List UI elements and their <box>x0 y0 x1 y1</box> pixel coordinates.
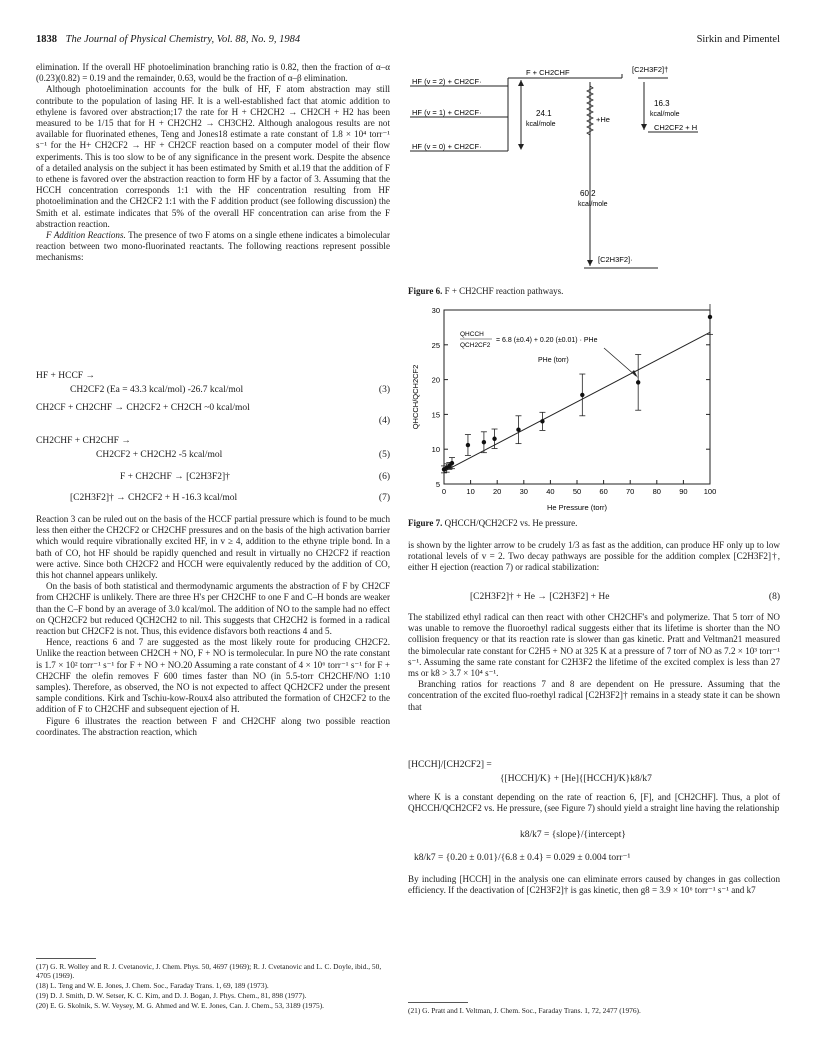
gap-value: 24.1 <box>536 109 552 118</box>
paragraph: Hence, reactions 6 and 7 are suggested as the most likely route for producing CH2CF2. Unlike the reaction between CH2CH + NO, F + NO is termolecular. In pure NO the rate constant is 1.7 × 10² torr⁻¹ s⁻¹ for F + NO + NO.20 Assuming a rate constant of 4 × 10⁶ torr⁻¹ s⁻¹ for F + CH2CHF the olefin removes F 600 times faster than NO (in 5.5-torr CH2CHF/NO 1:10 samples). Therefore, as observed, the NO is not expected to affect QCH2CF2 under the present sample conditions. Kirk and Tschiu-kow-Roux4 also attributed the formation of CH2CF2 to the addition of F to CH2CHF and subsequent ejection of H. <box>36 637 390 715</box>
page-number: 1838 <box>36 34 57 45</box>
equation-11: k8/k7 = {0.20 ± 0.01}/{6.8 ± 0.4} = 0.029 ± 0.004 torr⁻¹ <box>414 853 631 863</box>
gap-value: 60.2 <box>580 189 596 198</box>
footnote-rule <box>408 1002 468 1003</box>
footnote-rule <box>36 958 96 959</box>
figure-6-diagram <box>408 62 780 282</box>
equation-number: (5) <box>378 450 390 460</box>
reactant-label: F + CH2CHF <box>526 68 570 77</box>
right-column-lower <box>408 792 780 814</box>
right-column-bottom <box>408 874 780 896</box>
data-point <box>708 315 712 319</box>
paragraph: Reaction 3 can be ruled out on the basis of the HCCF partial pressure which is found to be much less then either the CH2CF2 or CH2CHF pressures and on the basis of the high activation barrier which would require vibrationally excited HF, in v ≥ 4, addition to the ethyne triple bond. In a bath of CO, hot HF should be rapidly quenched and result in virtually no CH2CF2 if reaction were active. Since both CH2CF2 and HCCH were equivalently reduced by the addition of CO, this hot channel appears unlikely. <box>36 514 390 581</box>
gap-unit: kcal/mole <box>578 201 608 208</box>
data-point <box>540 419 544 423</box>
equation-number: (3) <box>378 385 390 395</box>
paragraph: is shown by the lighter arrow to be crudely 1/3 as fast as the addition, can produce HF only up to low rotational levels of v = 2. Two decay pathways are possible for the addition complex [C2H3F2]†, either H ejection (reaction 7) or radical stabilization: <box>408 540 780 573</box>
y-axis-label: QHCCH/QCH2CF2 <box>411 364 420 430</box>
x-tick-label: 40 <box>546 487 555 496</box>
bottom-complex-label: [C2H3F2]· <box>598 255 633 264</box>
paragraph: The presence of two F atoms on a single ethene indicates a bimolecular reaction between two mono-fluorinated reactants. The following reactions represent possible mechanisms: <box>36 230 390 263</box>
data-point <box>636 380 640 384</box>
x-tick-label: 10 <box>466 487 475 496</box>
equation-5 <box>96 450 390 460</box>
y-tick-label: 15 <box>431 410 440 420</box>
paragraph: The stabilized ethyl radical can then react with other CH2CHF's and polymerize. That 5 torr of NO was unable to remove the fluoroethyl radical suggests either that its lifetime is shorter than the NO collision frequency or that its reaction rate is slower than gas kinetic. Pratt and Veltman21 measured the bimolecular rate constant for C2H5 + NO at 325 K at a pressure of 7 torr of NO as 7.2 × 10³ torr⁻¹ s⁻¹. Assuming the same rate constant for C2H3F2 the lifetime of the excited complex is less than 27 ms or k8 > 3.7 × 10⁴ s⁻¹. <box>408 612 780 679</box>
x-tick-label: 70 <box>626 487 635 496</box>
paragraph: where K is a constant depending on the rate of reaction 6, [F], and [CH2CHF]. Thus, a plot of QHCCH/QCH2CF2 vs. He pressure, (see Figure 7) should yield a straight line having the relationship <box>408 792 780 814</box>
running-header <box>36 34 780 50</box>
data-point <box>482 440 486 444</box>
gap-value: 16.3 <box>654 99 670 108</box>
gap-unit: kcal/mole <box>650 111 680 118</box>
level-label-v2: HF (v = 2) + CH2CF· <box>412 77 482 86</box>
phe-label: PHe (torr) <box>538 357 569 364</box>
equation-10: k8/k7 = {slope}/{intercept} <box>520 830 626 840</box>
y-tick-label: 20 <box>431 375 440 385</box>
y-tick-label: 30 <box>431 306 440 315</box>
level-label-v1: HF (v = 1) + CH2CF· <box>412 108 482 117</box>
product-label: CH2CF2 + H <box>654 123 698 132</box>
figure-7-chart <box>408 304 728 516</box>
right-footnotes <box>408 1006 780 1016</box>
right-column-middle <box>408 612 780 713</box>
section-heading: F Addition Reactions. <box>46 230 126 241</box>
figure-caption-text: F + CH2CHF reaction pathways. <box>444 286 564 296</box>
fit-equation: = 6.8 (±0.4) + 0.20 (±0.01) · PHe <box>496 337 598 344</box>
data-point <box>580 393 584 397</box>
equation-4: CH2CF + CH2CHF → CH2CF2 + CH2CH ~0 kcal/mol <box>36 403 250 413</box>
x-tick-label: 30 <box>519 487 528 496</box>
data-point <box>516 428 520 432</box>
figure-7-caption <box>408 518 577 528</box>
equation-body: F + CH2CHF → [C2H3F2]† <box>120 472 230 482</box>
top-complex-label: [C2H3F2]† <box>632 65 669 74</box>
figure-6-caption <box>408 286 563 296</box>
equation-body: CH2CF2 (Ea = 43.3 kcal/mol) -26.7 kcal/mol <box>70 385 244 395</box>
x-tick-label: 50 <box>572 487 582 496</box>
x-tick-label: 60 <box>599 487 608 496</box>
footnote: (21) G. Pratt and I. Veltman, J. Chem. Soc., Faraday Trans. 1, 72, 2477 (1976). <box>408 1006 641 1015</box>
footnote: (17) G. R. Wolley and R. J. Cvetanovic, J. Chem. Phys. 50, 4697 (1969); R. J. Cvetanovic and L. C. Doyle, ibid., 50, 4705 (1969). <box>36 962 382 980</box>
x-tick-label: 80 <box>652 487 661 496</box>
journal-title: The Journal of Physical Chemistry, Vol. 88, No. 9, 1984 <box>65 34 301 45</box>
figure-label: Figure 7. <box>408 518 443 528</box>
equation-6 <box>120 472 390 482</box>
equation-5-line1: CH2CHF + CH2CHF → <box>36 436 131 446</box>
paragraph: Although photoelimination accounts for the bulk of HF, F atom abstraction may still contribute to the population of lasing HF. It is a well-established fact that atomic addition to ethylene is favored over abstraction;17 the rate for H + CH2CH2 → CH2CH + H2 has been measured to be 1/15 that for H + CH2CH2 → CH3CH2. Although analogous results are not available for fluorinated ethenes, Teng and Jones18 estimate a rate constant of 1.8 × 10⁴ torr⁻¹ s⁻¹ for the H+ CH2CF2 → HF + CH2CF reaction based on a computer model of their flow experiments. This is too slow to be of any significance in the present work. Despite the absence of a detailed analysis on the subject it has been estimated by Smith et al.19 that the addition of F to ethene is favored over the abstraction reaction to form HF by a factor of 3. Assuming that the HCCH concentration corresponds 1:1 with the HF concentration resulting from HF photoelimination and the CH2CF2 1:1 with the F addition product (see following discussion) the Smith et al. estimate indicates that 5% of the overall HF concentration can arise from the F abstraction reaction. <box>36 84 390 229</box>
equation-3 <box>70 385 390 395</box>
equation-7 <box>70 493 390 503</box>
paragraph: elimination. If the overall HF photoelimination branching ratio is 0.82, then the fraction of α–α (0.23)(0.82) = 0.19 and the remainder, 0.63, would be the fraction of α–β elimination. <box>36 62 390 84</box>
y-tick-label: 25 <box>431 340 440 350</box>
paragraph: By including [HCCH] in the analysis one can eliminate errors caused by changes in gas collection efficiency. If the deactivation of [C2H3F2]† is gas kinetic, then g8 = 3.9 × 10⁶ torr⁻¹ s⁻¹ and k7 <box>408 874 780 896</box>
fit-denominator: QCH2CF2 <box>460 342 491 349</box>
x-axis-label: He Pressure (torr) <box>546 503 608 512</box>
fit-numerator: QHCCH <box>460 331 484 338</box>
paragraph: Branching ratios for reactions 7 and 8 are dependent on He pressure. Assuming that the concentration of the excited fluo-roethyl radical [C2H3F2]† remains in a steady state it can be shown that <box>408 679 780 712</box>
running-authors: Sirkin and Pimentel <box>696 34 780 45</box>
equation-number: (8) <box>768 592 780 602</box>
he-label: +He <box>596 115 610 124</box>
footnote: (19) D. J. Smith, D. W. Setser, K. C. Kim, and D. J. Bogan, J. Phys. Chem., 81, 898 (1977). <box>36 991 307 1000</box>
figure-caption-text: QHCCH/QCH2CF2 vs. He pressure. <box>444 518 578 528</box>
data-point <box>466 443 470 447</box>
equation-body: CH2CF2 + CH2CH2 -5 kcal/mol <box>96 450 223 460</box>
figure-label: Figure 6. <box>408 286 443 296</box>
paragraph: Figure 6 illustrates the reaction between F and CH2CHF along two possible reaction coordinates. The abstraction reaction, which <box>36 715 390 737</box>
y-tick-label: 5 <box>435 480 440 489</box>
equation-8 <box>470 592 780 602</box>
x-tick-label: 20 <box>493 487 502 496</box>
equation-body: [C2H3F2]† + He → [C2H3F2] + He <box>470 592 610 602</box>
equation-9-line2: {[HCCH]/K} + [He]{[HCCH]/K}k8/k7 <box>500 774 652 784</box>
equation-number: (4) <box>378 416 390 426</box>
left-footnotes <box>36 962 390 1011</box>
equation-number: (7) <box>378 493 390 503</box>
equation-number: (6) <box>378 472 390 482</box>
data-point <box>492 437 496 441</box>
level-label-v0: HF (v = 0) + CH2CF· <box>412 142 482 151</box>
left-column-bottom <box>36 514 390 738</box>
footnote: (20) E. G. Skolnik, S. W. Veysey, M. G. Ahmed and W. E. Jones, Can. J. Chem., 53, 3189 (1975). <box>36 1001 325 1010</box>
x-tick-label: 90 <box>679 487 688 496</box>
y-tick-label: 10 <box>431 445 440 455</box>
equation-body: [C2H3F2]† → CH2CF2 + H -16.3 kcal/mol <box>70 493 238 503</box>
data-point <box>450 461 454 465</box>
paragraph: On the basis of both statistical and thermodynamic arguments the abstraction of F by CH2CF from CH2CHF is unlikely. There are three H's per CH2CHF to one F and C–H bonds are weaker than the C–F bond by an average of 3.0 kcal/mol. The addition of NO to the sample had no effect on QCH2CF2 but reduced QCH2CH2 to nil. This suggests that CH2CH2 is formed in a radical reaction but CH2CF2 is not. Thus, this evidence disfavors both reactions 4 and 5. <box>36 581 390 637</box>
left-column-top <box>36 62 390 264</box>
footnote: (18) L. Teng and W. E. Jones, J. Chem. Soc., Faraday Trans. 1, 69, 189 (1973). <box>36 981 269 990</box>
equation-3-line1: HF + HCCF → <box>36 371 95 381</box>
x-tick-label: 0 <box>441 487 447 496</box>
right-column-top <box>408 540 780 574</box>
gap-unit: kcal/mole <box>526 121 556 128</box>
x-tick-label: 100 <box>703 487 717 496</box>
equation-9-line1: [HCCH]/[CH2CF2] = <box>408 760 492 770</box>
